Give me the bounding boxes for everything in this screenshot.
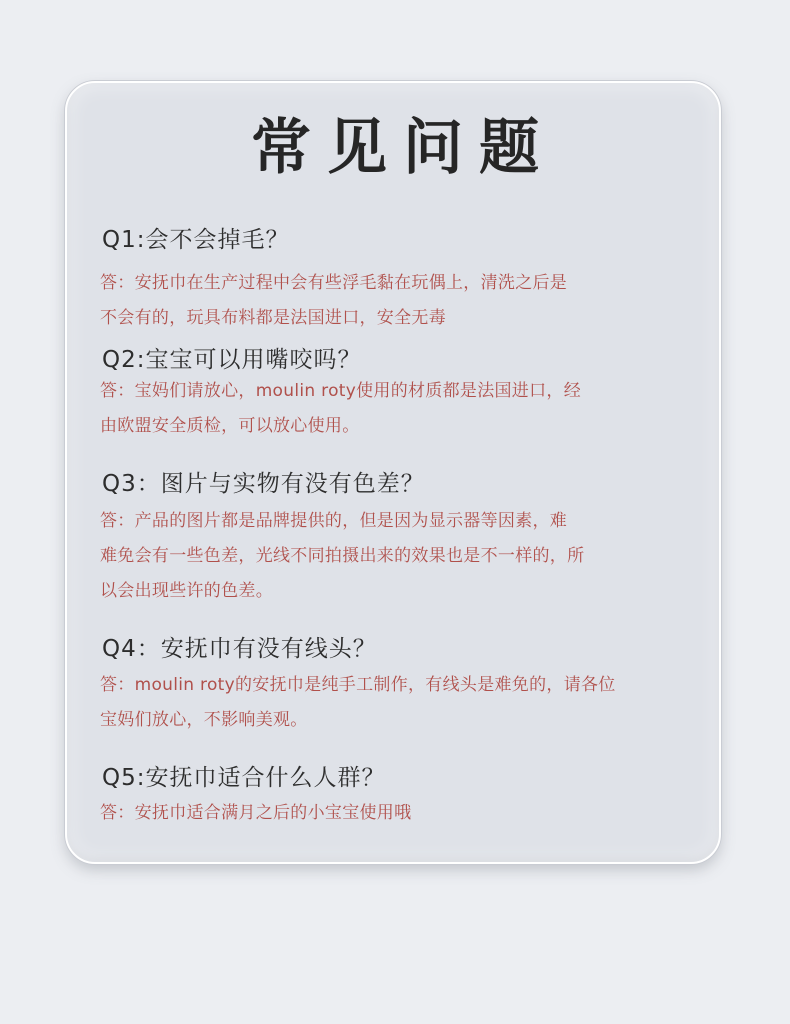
answer-line: 不会有的，玩具布料都是法国进口，安全无毒 (100, 308, 446, 328)
faq-answer-1 (100, 266, 567, 336)
answer-line: 由欧盟安全质检，可以放心使用。 (100, 416, 360, 436)
answer-line: 答：安抚巾在生产过程中会有些浮毛黏在玩偶上，清洗之后是 (100, 273, 568, 293)
answer-line: 以会出现些许的色差。 (100, 581, 273, 601)
faq-question-1: Q1:会不会掉毛？ (102, 227, 290, 253)
faq-question-5: Q5:安抚巾适合什么人群？ (102, 765, 386, 791)
answer-line: 答：产品的图片都是品牌提供的，但是因为显示器等因素，难 (100, 511, 568, 531)
answer-line: 答：moulin roty的安抚巾是纯手工制作，有线头是难免的，请各位 (100, 675, 616, 695)
faq-answer-3 (100, 504, 584, 609)
page-title: 常见问题 (251, 113, 555, 183)
faq-answer-2 (100, 374, 581, 444)
answer-line: 答：宝妈们请放心，moulin roty使用的材质都是法国进口，经 (100, 381, 582, 401)
faq-question-4: Q4：安抚巾有没有线头？ (102, 636, 377, 662)
faq-question-3: Q3：图片与实物有没有色差？ (102, 471, 425, 497)
answer-line: 答：安抚巾适合满月之后的小宝宝使用哦 (100, 803, 412, 823)
faq-question-2: Q2:宝宝可以用嘴咬吗？ (102, 347, 362, 373)
answer-line: 宝妈们放心，不影响美观。 (100, 710, 308, 730)
answer-line: 难免会有一些色差，光线不同拍摄出来的效果也是不一样的，所 (100, 546, 585, 566)
faq-answer-5 (100, 796, 411, 831)
faq-answer-4 (100, 668, 616, 738)
